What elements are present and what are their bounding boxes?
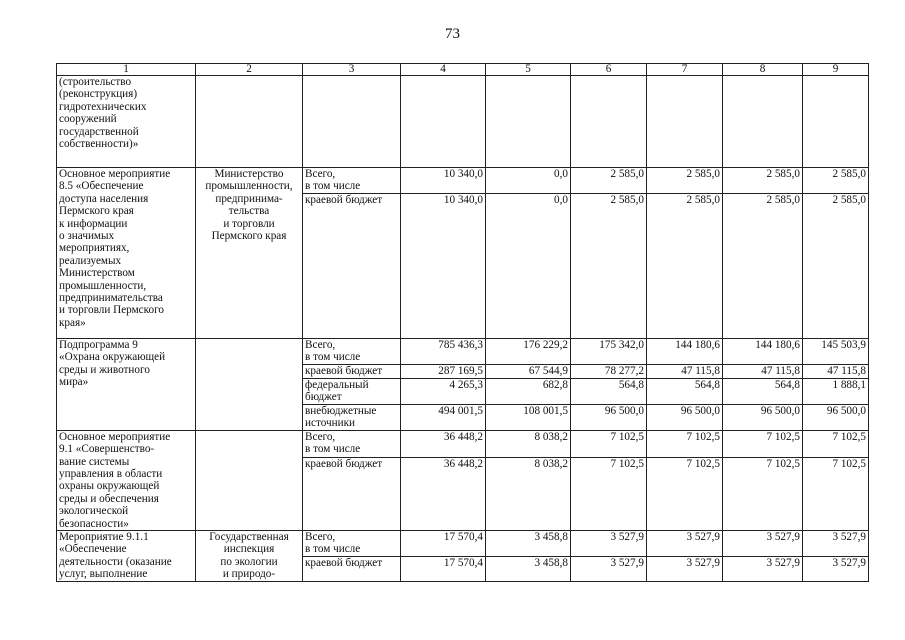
value-cell: 7 102,5 — [647, 430, 723, 457]
text-line: мероприятиях, — [59, 242, 130, 255]
value-cell: 3 527,9 — [647, 557, 723, 581]
text-line: реализуемых — [59, 254, 122, 267]
text-line: экологической — [59, 505, 129, 518]
text-line: Подпрограмма 9 — [59, 339, 138, 351]
text-line: и торговли — [223, 217, 275, 230]
value-cell: 78 277,2 — [571, 364, 647, 378]
empty-cell — [647, 76, 723, 168]
value-cell: 3 527,9 — [803, 531, 869, 557]
text-line: мира» — [59, 376, 89, 389]
table-row — [57, 76, 869, 168]
executor-cell — [196, 339, 303, 431]
activity-name-cell — [57, 339, 196, 431]
text-line: «Охрана окружающей — [59, 351, 166, 364]
value-cell: 7 102,5 — [723, 430, 803, 457]
value-cell: 108 001,5 — [486, 404, 571, 430]
executor-cell — [196, 531, 303, 582]
value-cell: 2 585,0 — [723, 194, 803, 339]
text-line: 9.1 «Совершенство- — [59, 443, 155, 456]
empty-cell — [803, 76, 869, 168]
activity-name-cell — [57, 430, 196, 530]
value-cell: 96 500,0 — [723, 404, 803, 430]
text-line: предпринима- — [215, 192, 283, 205]
value-cell: 96 500,0 — [803, 404, 869, 430]
value-cell: 564,8 — [571, 378, 647, 404]
table-row — [57, 430, 869, 457]
text-line: в том числе — [305, 443, 361, 456]
text-line: Всего, — [305, 430, 336, 443]
value-cell: 8 038,2 — [486, 457, 571, 531]
value-cell: 47 115,8 — [647, 364, 723, 378]
funding-source-cell — [303, 378, 401, 404]
value-cell: 10 340,0 — [401, 194, 486, 339]
text-line: управления в области — [59, 468, 163, 481]
value-cell: 3 527,9 — [723, 557, 803, 581]
activity-name-cell — [57, 531, 196, 582]
text-line: и торговли Пермского — [59, 304, 164, 317]
text-line: федеральный — [305, 378, 369, 391]
text-line: деятельности (оказание — [59, 555, 172, 568]
table-row — [57, 168, 869, 194]
value-cell: 2 585,0 — [803, 194, 869, 339]
value-cell: 494 001,5 — [401, 404, 486, 430]
funding-source-cell — [303, 339, 401, 365]
text-line: Пермского края — [59, 205, 134, 218]
value-cell: 7 102,5 — [803, 430, 869, 457]
activity-name-cell — [57, 168, 196, 339]
text-line: промышленности, — [205, 180, 293, 193]
text-line: и природо- — [222, 568, 276, 581]
value-cell: 8 038,2 — [486, 430, 571, 457]
header-cell: 5 — [486, 64, 571, 76]
value-cell: 36 448,2 — [401, 457, 486, 531]
value-cell: 7 102,5 — [803, 457, 869, 531]
value-cell: 682,8 — [486, 378, 571, 404]
value-cell: 2 585,0 — [723, 168, 803, 194]
value-cell: 10 340,0 — [401, 168, 486, 194]
funding-source-cell — [303, 404, 401, 430]
text-line: краевой бюджет — [305, 364, 383, 377]
text-line: Министерство — [214, 168, 284, 180]
value-cell: 47 115,8 — [723, 364, 803, 378]
text-line: к информации — [59, 217, 128, 230]
value-cell: 564,8 — [647, 378, 723, 404]
text-line: Всего, — [305, 168, 336, 180]
value-cell: 67 544,9 — [486, 364, 571, 378]
text-line: Пермского края — [211, 230, 287, 243]
header-cell: 4 — [401, 64, 486, 76]
empty-cell — [401, 76, 486, 168]
value-cell: 3 527,9 — [571, 557, 647, 581]
value-cell: 2 585,0 — [571, 168, 647, 194]
value-cell: 7 102,5 — [571, 430, 647, 457]
table-row — [57, 339, 869, 365]
value-cell: 2 585,0 — [803, 168, 869, 194]
value-cell: 4 265,3 — [401, 378, 486, 404]
value-cell: 176 229,2 — [486, 339, 571, 365]
value-cell: 144 180,6 — [723, 339, 803, 365]
text-line: «Обеспечение — [59, 543, 127, 556]
value-cell: 175 342,0 — [571, 339, 647, 365]
value-cell: 1 888,1 — [803, 378, 869, 404]
text-line: вание системы — [59, 455, 130, 468]
text-line: краевой бюджет — [305, 457, 383, 470]
value-cell: 3 458,8 — [486, 557, 571, 581]
table-row — [57, 531, 869, 557]
value-cell: 17 570,4 — [401, 557, 486, 581]
text-line: о значимых — [59, 230, 115, 243]
funding-source-cell — [303, 557, 401, 581]
text-line: услуг, выполнение — [59, 568, 148, 581]
empty-cell — [303, 76, 401, 168]
value-cell: 564,8 — [723, 378, 803, 404]
value-cell: 96 500,0 — [571, 404, 647, 430]
text-line: собственности)» — [59, 138, 139, 151]
value-cell: 0,0 — [486, 194, 571, 339]
header-row — [57, 64, 869, 76]
header-cell: 7 — [647, 64, 723, 76]
text-line: в том числе — [305, 180, 361, 193]
value-cell: 7 102,5 — [723, 457, 803, 531]
header-cell: 9 — [803, 64, 869, 76]
text-line: промышленности, — [59, 279, 147, 292]
text-line: Всего, — [305, 531, 336, 544]
text-line: края» — [59, 316, 86, 329]
text-line: Основное мероприятие — [59, 430, 171, 443]
funding-source-cell — [303, 531, 401, 557]
value-cell: 3 527,9 — [647, 531, 723, 557]
text-line: Основное мероприятие — [59, 168, 171, 180]
text-line: источники — [305, 417, 356, 430]
header-cell: 1 — [57, 64, 196, 76]
value-cell: 7 102,5 — [571, 457, 647, 531]
text-line: внебюджетные — [305, 404, 377, 417]
value-cell: 3 527,9 — [723, 531, 803, 557]
header-cell: 2 — [196, 64, 303, 76]
funding-source-cell — [303, 430, 401, 457]
header-cell: 6 — [571, 64, 647, 76]
value-cell: 2 585,0 — [647, 168, 723, 194]
text-line: гидротехнических — [59, 100, 147, 113]
header-cell: 8 — [723, 64, 803, 76]
executor-cell — [196, 168, 303, 339]
value-cell: 144 180,6 — [647, 339, 723, 365]
text-line: бюджет — [305, 391, 342, 404]
text-line: среды и обеспечения — [59, 492, 159, 505]
text-line: (реконструкция) — [59, 88, 138, 101]
text-line: по экологии — [220, 555, 278, 568]
empty-cell — [571, 76, 647, 168]
empty-cell — [486, 76, 571, 168]
empty-cell — [723, 76, 803, 168]
funding-source-cell — [303, 168, 401, 194]
text-line: в том числе — [305, 543, 361, 556]
value-cell: 2 585,0 — [647, 194, 723, 339]
empty-cell — [196, 76, 303, 168]
text-line: Всего, — [305, 339, 336, 351]
value-cell: 3 527,9 — [803, 557, 869, 581]
value-cell: 287 169,5 — [401, 364, 486, 378]
page-number: 73 — [445, 26, 460, 42]
text-line: Мероприятие 9.1.1 — [59, 531, 149, 544]
text-line: краевой бюджет — [305, 557, 383, 570]
text-line: предпринимательства — [59, 292, 163, 305]
text-line: охраны окружающей — [59, 480, 160, 493]
text-line: в том числе — [305, 351, 361, 364]
value-cell: 145 503,9 — [803, 339, 869, 365]
activity-name-cell — [57, 76, 196, 168]
text-line: среды и животного — [59, 363, 150, 376]
text-line: (строительство — [59, 76, 132, 88]
value-cell: 47 115,8 — [803, 364, 869, 378]
value-cell: 2 585,0 — [571, 194, 647, 339]
value-cell: 17 570,4 — [401, 531, 486, 557]
value-cell: 96 500,0 — [647, 404, 723, 430]
text-line: Государственная — [209, 531, 289, 544]
value-cell: 36 448,2 — [401, 430, 486, 457]
budget-table — [56, 63, 869, 582]
text-line: государственной — [59, 125, 139, 138]
text-line: безопасности» — [59, 517, 129, 530]
text-line: сооружений — [59, 113, 117, 126]
text-line: Министерством — [59, 267, 135, 280]
funding-source-cell — [303, 194, 401, 339]
text-line: краевой бюджет — [305, 194, 383, 206]
funding-source-cell — [303, 457, 401, 531]
text-line: инспекция — [223, 543, 275, 556]
funding-source-cell — [303, 364, 401, 378]
executor-cell — [196, 430, 303, 530]
header-cell: 3 — [303, 64, 401, 76]
value-cell: 785 436,3 — [401, 339, 486, 365]
value-cell: 7 102,5 — [647, 457, 723, 531]
value-cell: 3 458,8 — [486, 531, 571, 557]
value-cell: 3 527,9 — [571, 531, 647, 557]
text-line: 8.5 «Обеспечение — [59, 180, 144, 193]
value-cell: 0,0 — [486, 168, 571, 194]
text-line: тельства — [228, 205, 270, 218]
text-line: доступа населения — [59, 192, 149, 205]
